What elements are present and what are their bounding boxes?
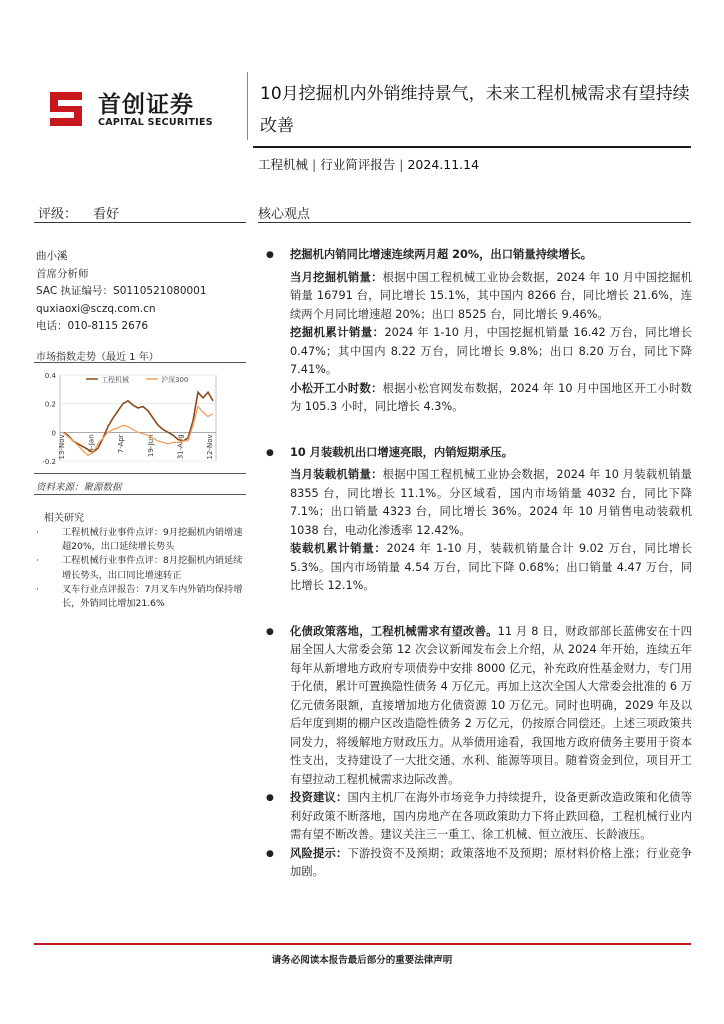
x-tick-label: 31-Aug xyxy=(176,434,185,460)
chart-title: 市场指数走势（最近 1 年） xyxy=(36,352,159,363)
section-label: 投资建议： xyxy=(290,791,348,804)
header-divider xyxy=(247,72,248,140)
bullet-icon: ● xyxy=(266,250,274,260)
section-heading: 化债政策落地，工程机械需求有望改善。 xyxy=(290,624,498,638)
section-investment xyxy=(262,789,692,845)
chart-separator xyxy=(34,494,246,495)
x-tick-label: 12-Nov xyxy=(206,434,214,460)
section-risk xyxy=(262,845,692,882)
report-sector: 工程机械 xyxy=(258,157,309,172)
para-text: 根据中国工程机械工业协会数据，2024 年 10 月装载机销量 8355 台，同比增长 11.1%。分区域看，国内市场销量 4032 台，同比下降 7.1%；出口销量 4323 台，同比增长 36%。2024 年 10 月销售电动装载机 1038 台，电动化渗透率 12.42%。 xyxy=(290,468,692,537)
paragraph xyxy=(262,466,692,540)
x-tick-label: 19-Jun xyxy=(146,434,155,458)
section-heading: 挖掘机内销同比增速连续两月超 20%，出口销量持续增长。 xyxy=(290,248,593,261)
related-list xyxy=(36,526,246,611)
rating xyxy=(38,203,119,222)
analyst-name: 曲小溪 xyxy=(36,250,68,262)
brand-name-cn: 首创证券 xyxy=(98,92,194,118)
chart-svg xyxy=(34,363,246,473)
rating-value: 看好 xyxy=(93,207,120,222)
related-item[interactable]: · 叉车行业点评报告：7月叉车内外销均保持增长，外销同比增加21.6% xyxy=(36,583,246,611)
capital-securities-logo-icon xyxy=(42,86,90,132)
para-label: 小松开工小时数： xyxy=(290,381,383,395)
legend-label: 沪深300 xyxy=(161,376,189,384)
report-meta: 工程机械 | 行业简评报告 | 2024.11.14 xyxy=(258,157,480,172)
report-title: 10月挖掘机内外销维持景气，未来工程机械需求有望持续改善 xyxy=(260,84,690,136)
market-index-chart xyxy=(34,362,246,474)
analyst-email[interactable]: quxiaoxi@sczq.com.cn xyxy=(36,302,156,315)
paragraph xyxy=(262,269,692,325)
brand-logo xyxy=(42,86,242,134)
analyst-title: 首席分析师 xyxy=(36,267,89,280)
y-tick-label: 0.2 xyxy=(44,400,56,409)
para-text: 根据中国工程机械工业协会数据，2024 年 10 月中国挖掘机销量 16791 台，同比增长 15.1%，其中国内 8266 台，同比增长 21.6%，连续两个月同比增速超 20%；出口 8525 台，同比增长 9.46%。 xyxy=(290,270,692,321)
legal-footer: 请务必阅读本报告最后部分的重要法律声明 xyxy=(271,955,453,966)
para-text: 国内主机厂在海外市场竞争力持续提升，设备更新改造政策和化债等利好政策不断落地，国内房地产在各项政策助力下将止跌回稳，工程机械行业内需有望不断改善。建议关注三一重工、徐工机械、恒立液压、长龄液压。 xyxy=(290,791,692,841)
core-view-heading: 核心观点 xyxy=(258,207,311,222)
x-tick-label: 5-Jan xyxy=(87,434,96,453)
para-text: 根据小松官网发布数据，2024 年 10 月中国地区开工小时数为 105.3 小时，同比增长 4.3%。 xyxy=(290,381,692,413)
analyst-sac: SAC 执证编号：S0110521080001 xyxy=(36,285,207,298)
rating-label: 评级： xyxy=(38,207,78,222)
brand-name-en: CAPITAL SECURITIES xyxy=(98,117,213,128)
report-type: 行业简评报告 xyxy=(320,157,396,172)
section-excavator xyxy=(262,246,692,265)
footer-rule xyxy=(34,943,691,945)
para-text: 2024 年 1-10 月，中国挖掘机销量 16.42 万台，同比增长 0.47%；其中国内 8.22 万台，同比增长 9.8%；出口 8.20 万台，同比下降 7.41%。 xyxy=(290,326,692,376)
para-label: 挖掘机累计销量： xyxy=(290,326,385,339)
para-text: 2024 年 1-10 月，装载机销量合计 9.02 万台，同比增长 5.3%。国内市场销量 4.54 万台，同比下降 0.68%；出口销量 4.47 万台，同比增长 12.1%。 xyxy=(290,542,692,592)
section-label: 风险提示： xyxy=(290,846,348,860)
related-item[interactable]: · 工程机械行业事件点评：8月挖掘机内销延续增长势头，出口同比增速转正 xyxy=(36,554,246,582)
bullet-icon: ● xyxy=(266,447,274,458)
header-rule xyxy=(253,146,691,148)
section-loader xyxy=(262,444,692,463)
section-heading: 10 月装载机出口增速亮眼，内销短期承压。 xyxy=(290,445,513,459)
paragraph xyxy=(262,324,692,380)
para-label: 当月装载机销量： xyxy=(290,468,383,481)
series-line-machinery xyxy=(63,392,213,452)
core-views xyxy=(262,246,692,882)
bullet-icon: ● xyxy=(266,626,274,637)
section-policy xyxy=(262,623,692,790)
chart-source: 资料来源：聚源数据 xyxy=(36,482,122,493)
para-text: 下游投资不及预期；政策落地不及预期；原材料价格上涨；行业竞争加剧。 xyxy=(290,846,692,878)
left-section-rule xyxy=(34,222,246,223)
bullet-icon: ● xyxy=(266,848,274,859)
x-tick-label: 7-Apr xyxy=(117,434,126,454)
y-tick-label: -0.2 xyxy=(42,458,56,466)
para-text: 11 月 8 日，财政部部长蓝佛安在十四届全国人大常委会第 12 次会议新闻发布会上介绍，从 2024 年开始，连续五年每年从新增地方政府专项债券中安排 8000 亿元，补充政府性基金财力，专门用于化债，累计可置换隐性债务 4 万亿元。再加上这次全国人大常委会批准的 6 万亿元债务限额，直接增加地方化债资源 10 万亿元。同时也明确，2029 年及以后年度到期的棚户区改造隐性债务 2 万亿元，仍按原合同偿还。上述三项政策共同发力，将缓解地方财政压力。从举债用途看，我国地方政府债务主要用于资本性支出，支持建设了一大批交通、水利、能源等项目。随着资金到位，项目开工有望拉动工程机械需求边际改善。 xyxy=(290,624,692,786)
analyst-info xyxy=(36,248,207,336)
para-label: 当月挖掘机销量： xyxy=(290,270,383,284)
related-item[interactable]: · 工程机械行业事件点评：9月挖掘机内销增速超20%，出口延续增长势头 xyxy=(36,526,246,554)
y-tick-label: 0 xyxy=(51,429,56,438)
paragraph xyxy=(262,540,692,596)
report-date: 2024.11.14 xyxy=(407,157,480,172)
x-tick-label: 13-Nov xyxy=(58,434,66,460)
paragraph xyxy=(262,380,692,417)
para-label: 装载机累计销量： xyxy=(290,542,387,555)
bullet-icon: ● xyxy=(266,793,274,803)
analyst-phone: 电话：010-8115 2676 xyxy=(36,320,149,333)
related-heading: 相关研究 xyxy=(44,513,84,524)
legend-label: 工程机械 xyxy=(101,376,129,384)
right-section-rule xyxy=(258,222,691,223)
y-tick-label: 0.4 xyxy=(44,372,56,380)
